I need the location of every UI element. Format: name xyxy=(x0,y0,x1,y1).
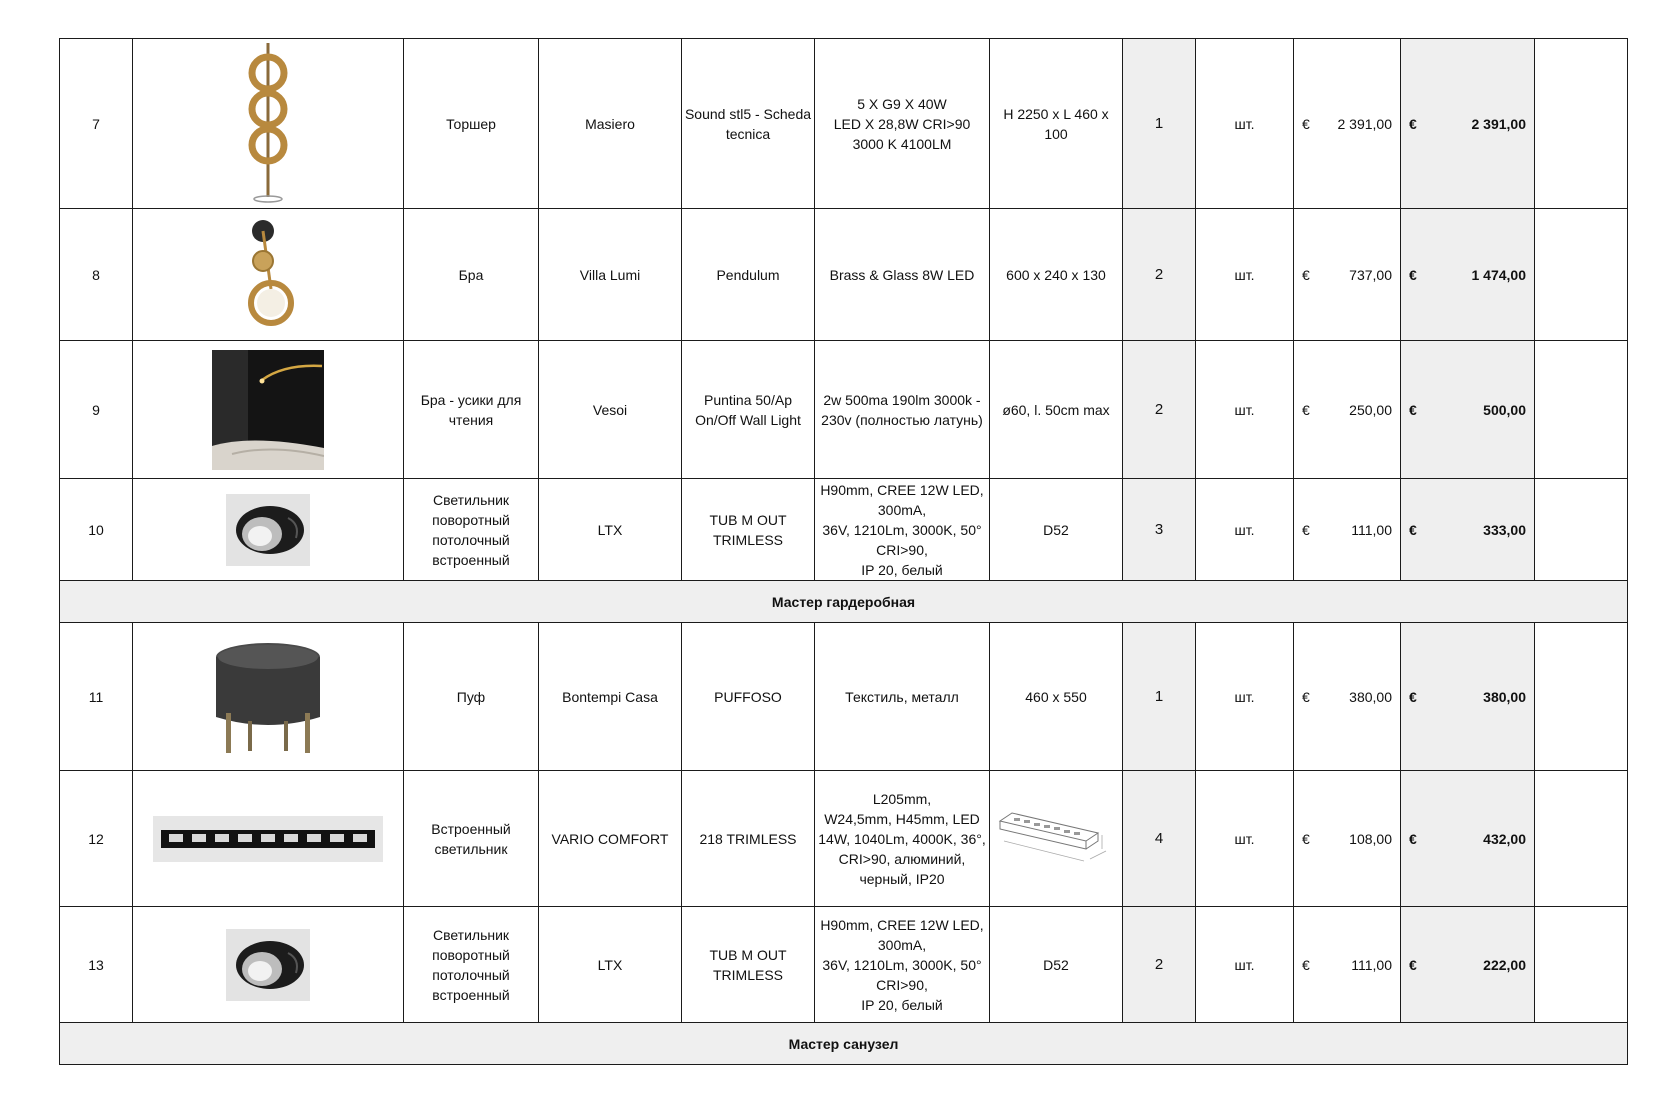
item-type: Встроенный светильник xyxy=(404,771,539,907)
row-number: 13 xyxy=(60,907,133,1023)
row-number: 9 xyxy=(60,341,133,479)
section-title: Мастер гардеробная xyxy=(60,581,1628,623)
unit-price-cell xyxy=(1294,209,1401,341)
floor-lamp-rings-icon xyxy=(228,41,308,207)
table-row xyxy=(60,39,1628,209)
row-number: 7 xyxy=(60,39,133,209)
unit-price-cell xyxy=(1294,479,1401,581)
item-unit: шт. xyxy=(1196,771,1294,907)
unit-price: 737,00 xyxy=(1349,266,1392,283)
item-dimensions: ø60, l. 50cm max xyxy=(990,341,1123,479)
item-quantity: 1 xyxy=(1123,39,1196,209)
currency-sign: € xyxy=(1409,401,1417,418)
total-price-cell xyxy=(1401,209,1535,341)
unit-price-cell xyxy=(1294,623,1401,771)
item-dimensions: D52 xyxy=(990,479,1123,581)
product-image-cell xyxy=(133,907,404,1023)
item-quantity: 3 xyxy=(1123,479,1196,581)
total-price: 1 474,00 xyxy=(1471,266,1526,283)
unit-price: 2 391,00 xyxy=(1337,115,1392,132)
empty-cell xyxy=(1535,907,1628,1023)
item-unit: шт. xyxy=(1196,209,1294,341)
item-specs: 5 X G9 X 40W LED X 28,8W CRI>90 3000 K 4100LM xyxy=(815,39,990,209)
item-specs: Brass & Glass 8W LED xyxy=(815,209,990,341)
unit-price-cell xyxy=(1294,907,1401,1023)
item-quantity: 2 xyxy=(1123,209,1196,341)
item-brand: LTX xyxy=(539,907,682,1023)
linear-light-drawing-icon xyxy=(994,799,1118,879)
item-quantity: 1 xyxy=(1123,623,1196,771)
row-number: 10 xyxy=(60,479,133,581)
item-brand: Villa Lumi xyxy=(539,209,682,341)
item-unit: шт. xyxy=(1196,39,1294,209)
total-price: 2 391,00 xyxy=(1471,115,1526,132)
item-dimensions: D52 xyxy=(990,907,1123,1023)
currency-sign: € xyxy=(1409,266,1417,283)
product-image-cell xyxy=(133,771,404,907)
currency-sign: € xyxy=(1302,401,1310,418)
empty-cell xyxy=(1535,341,1628,479)
table-row xyxy=(60,479,1628,581)
unit-price: 111,00 xyxy=(1351,956,1392,973)
item-type: Светильник поворотный потолочный встроенный xyxy=(404,479,539,581)
item-model: 218 TRIMLESS xyxy=(682,771,815,907)
item-model: Sound stl5 - Scheda tecnica xyxy=(682,39,815,209)
item-dimensions: 460 x 550 xyxy=(990,623,1123,771)
empty-cell xyxy=(1535,623,1628,771)
item-unit: шт. xyxy=(1196,907,1294,1023)
item-brand: VARIO COMFORT xyxy=(539,771,682,907)
currency-sign: € xyxy=(1409,521,1417,538)
table-row xyxy=(60,907,1628,1023)
empty-cell xyxy=(1535,479,1628,581)
unit-price-cell xyxy=(1294,341,1401,479)
item-specs: L205mm, W24,5mm, H45mm, LED 14W, 1040Lm, 4000K, 36°, CRI>90, алюминий, черный, IP20 xyxy=(815,771,990,907)
unit-price-cell xyxy=(1294,39,1401,209)
currency-sign: € xyxy=(1409,688,1417,705)
reading-wall-light-photo-icon xyxy=(212,350,324,470)
product-image-cell xyxy=(133,39,404,209)
section-header-row xyxy=(60,1023,1628,1065)
item-quantity: 2 xyxy=(1123,341,1196,479)
table-row xyxy=(60,341,1628,479)
spec-table xyxy=(59,38,1628,1065)
section-header-row xyxy=(60,581,1628,623)
item-brand: LTX xyxy=(539,479,682,581)
empty-cell xyxy=(1535,771,1628,907)
item-model: Pendulum xyxy=(682,209,815,341)
item-type: Пуф xyxy=(404,623,539,771)
row-number: 11 xyxy=(60,623,133,771)
total-price: 222,00 xyxy=(1483,956,1526,973)
unit-price: 380,00 xyxy=(1349,688,1392,705)
item-type: Торшер xyxy=(404,39,539,209)
item-brand: Bontempi Casa xyxy=(539,623,682,771)
item-brand: Vesoi xyxy=(539,341,682,479)
currency-sign: € xyxy=(1302,115,1310,132)
item-type: Бра xyxy=(404,209,539,341)
empty-cell xyxy=(1535,39,1628,209)
item-specs: Текстиль, металл xyxy=(815,623,990,771)
item-unit: шт. xyxy=(1196,623,1294,771)
total-price-cell xyxy=(1401,907,1535,1023)
unit-price: 111,00 xyxy=(1351,521,1392,538)
unit-price: 108,00 xyxy=(1349,830,1392,847)
row-number: 8 xyxy=(60,209,133,341)
item-unit: шт. xyxy=(1196,341,1294,479)
item-quantity: 2 xyxy=(1123,907,1196,1023)
section-title: Мастер санузел xyxy=(60,1023,1628,1065)
table-row xyxy=(60,623,1628,771)
item-specs: H90mm, CREE 12W LED, 300mA, 36V, 1210Lm, 3000K, 50° CRI>90, IP 20, белый xyxy=(815,479,990,581)
item-brand: Masiero xyxy=(539,39,682,209)
item-type: Светильник поворотный потолочный встроенный xyxy=(404,907,539,1023)
currency-sign: € xyxy=(1302,688,1310,705)
item-quantity: 4 xyxy=(1123,771,1196,907)
unit-price: 250,00 xyxy=(1349,401,1392,418)
total-price-cell xyxy=(1401,771,1535,907)
item-model: PUFFOSO xyxy=(682,623,815,771)
item-type: Бра - усики для чтения xyxy=(404,341,539,479)
total-price-cell xyxy=(1401,479,1535,581)
row-number: 12 xyxy=(60,771,133,907)
currency-sign: € xyxy=(1409,956,1417,973)
item-dimensions-drawing xyxy=(990,771,1123,907)
total-price-cell xyxy=(1401,341,1535,479)
currency-sign: € xyxy=(1302,521,1310,538)
currency-sign: € xyxy=(1302,956,1310,973)
product-image-cell xyxy=(133,341,404,479)
total-price-cell xyxy=(1401,623,1535,771)
item-specs: H90mm, CREE 12W LED, 300mA, 36V, 1210Lm, 3000K, 50° CRI>90, IP 20, белый xyxy=(815,907,990,1023)
currency-sign: € xyxy=(1409,830,1417,847)
currency-sign: € xyxy=(1409,115,1417,132)
item-model: TUB M OUT TRIMLESS xyxy=(682,907,815,1023)
total-price-cell xyxy=(1401,39,1535,209)
linear-spotlight-bar-icon xyxy=(153,816,383,862)
unit-price-cell xyxy=(1294,771,1401,907)
product-image-cell xyxy=(133,209,404,341)
table-row xyxy=(60,771,1628,907)
item-model: Puntina 50/Ap On/Off Wall Light xyxy=(682,341,815,479)
product-image-cell xyxy=(133,479,404,581)
total-price: 380,00 xyxy=(1483,688,1526,705)
total-price: 500,00 xyxy=(1483,401,1526,418)
currency-sign: € xyxy=(1302,266,1310,283)
table-row xyxy=(60,209,1628,341)
item-dimensions: 600 x 240 x 130 xyxy=(990,209,1123,341)
item-model: TUB M OUT TRIMLESS xyxy=(682,479,815,581)
item-dimensions: H 2250 x L 460 x 100 xyxy=(990,39,1123,209)
total-price: 333,00 xyxy=(1483,521,1526,538)
total-price: 432,00 xyxy=(1483,830,1526,847)
item-unit: шт. xyxy=(1196,479,1294,581)
currency-sign: € xyxy=(1302,830,1310,847)
pouf-stool-icon xyxy=(204,637,332,757)
pendulum-wall-lamp-icon xyxy=(233,217,303,333)
item-specs: 2w 500ma 190lm 3000k - 230v (полностью латунь) xyxy=(815,341,990,479)
adjustable-downlight-icon xyxy=(226,494,310,566)
product-image-cell xyxy=(133,623,404,771)
empty-cell xyxy=(1535,209,1628,341)
adjustable-downlight-icon xyxy=(226,929,310,1001)
